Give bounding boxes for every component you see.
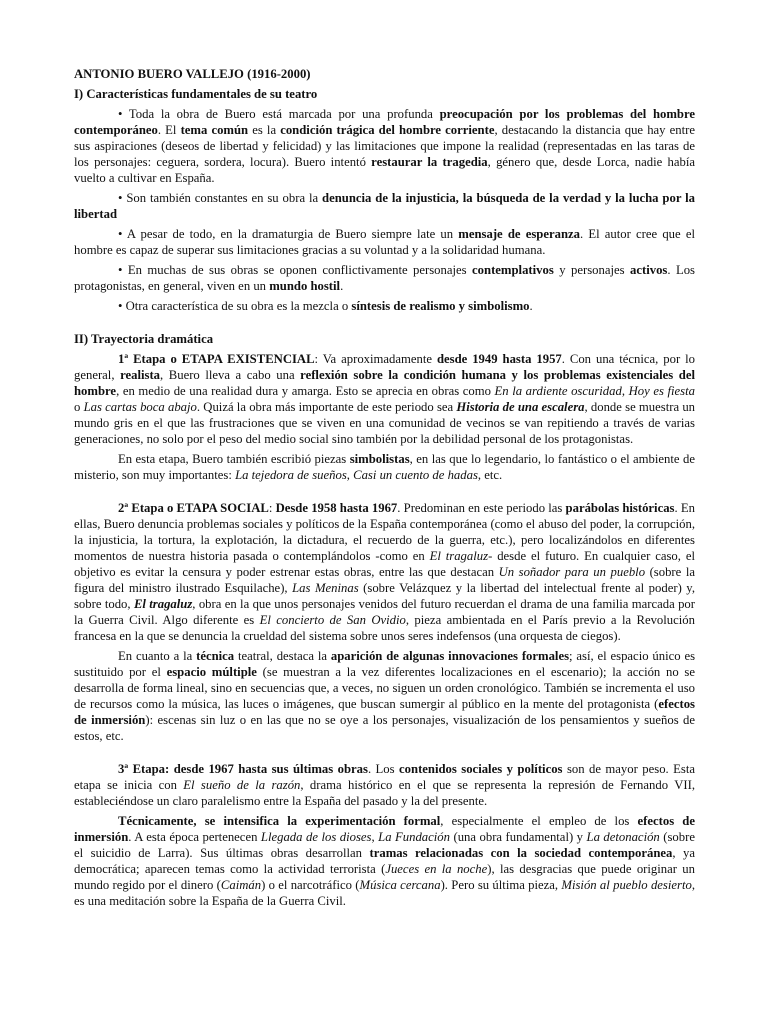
text-run: En la ardiente oscuridad [494, 384, 622, 398]
text-run: , etc. [477, 468, 503, 482]
text-run: parábolas históricas [565, 501, 675, 515]
text-run: tema común [180, 123, 249, 137]
text-run: ), las desgracias que puede originar un mundo regido por el dinero ( [74, 862, 695, 892]
text-run: El tragaluz [133, 597, 193, 611]
text-run: tramas relacionadas con la sociedad contemporánea [369, 846, 673, 860]
text-run: . Con una técnica, por lo general, [74, 352, 695, 382]
text-run: , [346, 468, 354, 482]
text-run: contemplativos [472, 263, 554, 277]
text-run: , en las que lo legendario, lo fantástico o el ambiente de misterio, son muy importantes: [74, 452, 695, 482]
text-run: (sobre el suicidio de Larra). Sus últimas obras desarrollan [74, 830, 695, 860]
text-run: - desde el futuro. En cualquier caso, el objetivo es evitar la censura y poder estrenar estas obras, entre las que destacan [74, 549, 695, 579]
text-run: síntesis de realismo y simbolismo [351, 299, 530, 313]
text-run: contenidos sociales y políticos [399, 762, 563, 776]
paragraph [74, 761, 695, 809]
text-run: • A pesar de todo, en la dramaturgia de Buero siempre late un [118, 227, 459, 241]
text-run: Misión al pueblo desierto [561, 878, 692, 892]
paragraph [74, 190, 695, 222]
text-run: restaurar la tragedia [371, 155, 488, 169]
text-run: . A esta época pertenecen [128, 830, 261, 844]
text-run: Casi un cuento de hadas [353, 468, 478, 482]
text-run: (sobre la figura del ministro ilustrado Esquilache), [74, 565, 695, 595]
text-run: efectos de inmersión [74, 697, 695, 727]
text-run: , es una meditación sobre la España de la Guerra Civil. [74, 878, 695, 908]
text-run: El concierto de San Ovidio [259, 613, 406, 627]
text-run: Técnicamente, se intensifica la experimentación formal [118, 814, 441, 828]
text-run: . [529, 299, 533, 313]
text-run: . El [157, 123, 181, 137]
text-run [456, 400, 584, 414]
text-run: En esta etapa, Buero también escribió piezas [118, 452, 350, 466]
text-run: desde 1949 hasta 1957 [436, 352, 562, 366]
text-run: es la [248, 123, 281, 137]
text-run: Historia de una escalera [456, 400, 585, 414]
text-run: , [371, 830, 379, 844]
text-run: . Los protagonistas, en general, viven en un [74, 263, 695, 293]
text-run: . En ellas, Buero denuncia problemas sociales y políticos de la España contemporánea (como el abuso del poder, la corrupción, la injusticia, la tortura, la explotación, la dictadura, el recuerdo de la guerra, etc.), pero localizándolos en diferentes momentos de nuestra historia pasada o contemplándolos -como en [74, 501, 695, 563]
section-trajectory-body [74, 351, 695, 909]
text-run: denuncia de la injusticia, la búsqueda de la verdad y la lucha por la libertad [74, 191, 695, 221]
section-heading-trajectory: II) Trayectoria dramática [74, 332, 214, 346]
text-run: . El autor cree que el hombre es capaz de superar sus limitaciones gracias a su voluntad y a la solidaridad humana. [74, 227, 695, 257]
text-run: La detonación [586, 830, 660, 844]
text-run: aparición de algunas innovaciones formales [330, 649, 570, 663]
paragraph [74, 351, 695, 447]
text-run: ; así, el espacio único es sustituido por el [74, 649, 696, 679]
text-run: , donde se muestra un mundo gris en el que las frustraciones que se viven en una comunidad de vecinos se van repitiendo a través de varias generaciones, no solo por el peso del medio social sino también por la debilidad personal de los protagonistas. [74, 400, 696, 446]
text-run: , obra en la que unos personajes venidos del futuro recuerdan el drama de una familia marcada por la Guerra Civil. Algo diferente es [74, 597, 696, 627]
text-run: efectos de inmersión [74, 814, 695, 844]
paragraph [74, 262, 695, 294]
paragraph [74, 500, 695, 644]
text-run: preocupación por los problemas del hombre contemporáneo [74, 107, 695, 137]
text-run: Caimán [220, 878, 262, 892]
text-run: realista [120, 368, 161, 382]
text-run: ). Pero su última pieza, [440, 878, 562, 892]
text-run: Las Meninas [292, 581, 359, 595]
text-run: son de mayor peso. Esta etapa se inicia con [74, 762, 695, 792]
text-run: Música cercana [359, 878, 441, 892]
text-run: . Predominan en este periodo las [397, 501, 566, 515]
text-run: mensaje de esperanza [458, 227, 580, 241]
paragraph [74, 226, 695, 258]
text-run: • En muchas de sus obras se oponen conflictivamente personajes [118, 263, 473, 277]
text-run: , Buero lleva a cabo una [160, 368, 301, 382]
text-run: ) o el narcotráfico ( [261, 878, 360, 892]
text-run: (se muestran a la vez diferentes localizaciones en el escenario); la acción no se desarrolla de forma lineal, sino en secuencias que, a veces, no siguen un orden cronológico. También se incrementa el uso de recursos como la música, las luces o imágenes, que buscan sumergir al público en la mente del protagonista ( [74, 665, 695, 711]
text-run: activos [630, 263, 668, 277]
text-run: , en medio de una realidad dura y amarga. Esto se aprecia en obras como [116, 384, 495, 398]
text-run: Desde 1958 hasta 1967 [275, 501, 398, 515]
text-run: : Va aproximadamente [314, 352, 437, 366]
text-run: , ya democrática; aparecen temas como la actividad terrorista ( [74, 846, 695, 876]
text-run: , especialmente el empleo de los [440, 814, 638, 828]
text-run: . Los [367, 762, 400, 776]
text-run: . Quizá la obra más importante de este periodo sea [196, 400, 457, 414]
text-run: reflexión sobre la condición humana y los problemas existenciales del hombre [74, 368, 695, 398]
text-run: En cuanto a la [118, 649, 197, 663]
paragraph [74, 813, 695, 909]
text-run: técnica [196, 649, 235, 663]
text-run: 1ª Etapa o ETAPA EXISTENCIAL [118, 352, 315, 366]
text-run: Las cartas boca abajo [83, 400, 197, 414]
paragraph [74, 106, 695, 186]
text-run: mundo hostil [269, 279, 341, 293]
text-run: simbolistas [349, 452, 410, 466]
text-run: condición trágica del hombre corriente [280, 123, 495, 137]
text-run: • Toda la obra de Buero está marcada por una profunda [118, 107, 440, 121]
text-run: (sobre Velázquez y la libertad del intelectual frente al poder) y, sobre todo, [74, 581, 695, 611]
paragraph [74, 451, 695, 483]
text-run: , género que, desde Lorca, nadie había vuelto a cultivar en España. [74, 155, 695, 185]
section-characteristics-body [74, 106, 695, 314]
text-run: (una obra fundamental) y [450, 830, 587, 844]
text-run: Jueces en la noche [385, 862, 488, 876]
text-run: y personajes [553, 263, 630, 277]
text-run: o [74, 400, 84, 414]
paragraph [74, 648, 695, 744]
text-run: 3ª Etapa: desde 1967 hasta sus últimas obras [118, 762, 368, 776]
text-run: , [621, 384, 629, 398]
section-heading-characteristics: I) Características fundamentales de su teatro [74, 87, 318, 101]
text-run: Un soñador para un pueblo [498, 565, 646, 579]
text-run: El sueño de la razón [183, 778, 301, 792]
text-run: El tragaluz [429, 549, 489, 563]
text-run: • Otra característica de su obra es la mezcla o [118, 299, 352, 313]
text-run [134, 597, 192, 611]
text-run: La tejedora de sueños [235, 468, 347, 482]
text-run: ): escenas sin luz o en las que no se oye a los personajes, visualización de los pensamientos y sueños de estos, etc. [74, 713, 696, 743]
text-run: La Fundación [378, 830, 450, 844]
text-run: : [268, 501, 276, 515]
text-run: espacio múltiple [166, 665, 257, 679]
text-run: Hoy es fiesta [628, 384, 695, 398]
text-run: 2ª Etapa o ETAPA SOCIAL [118, 501, 269, 515]
text-run: , destacando la distancia que hay entre sus aspiraciones (deseos de libertad y felicidad) y las limitaciones que impone la realidad (representadas en las taras de los personajes: ceguera, sordera, locura). Buero intentó [74, 123, 695, 169]
text-run: • Son también constantes en su obra la [118, 191, 323, 205]
text-run: teatral, destaca la [234, 649, 331, 663]
text-run: , pieza ambientada en el París previo a la Revolución francesa en la que se denuncia la crueldad del sistema sobre unos seres indefensos (una orquesta de ciegos). [74, 613, 695, 643]
document-title: ANTONIO BUERO VALLEJO (1916-2000) [74, 67, 311, 81]
paragraph [74, 298, 695, 314]
text-run: . [340, 279, 344, 293]
text-run: Llegada de los dioses [260, 830, 372, 844]
text-run: , drama histórico en el que se representa la represión de Fernando VII, estableciéndose un claro paralelismo entre la España del pasado y la del presente. [74, 778, 695, 808]
document-page [74, 66, 695, 913]
